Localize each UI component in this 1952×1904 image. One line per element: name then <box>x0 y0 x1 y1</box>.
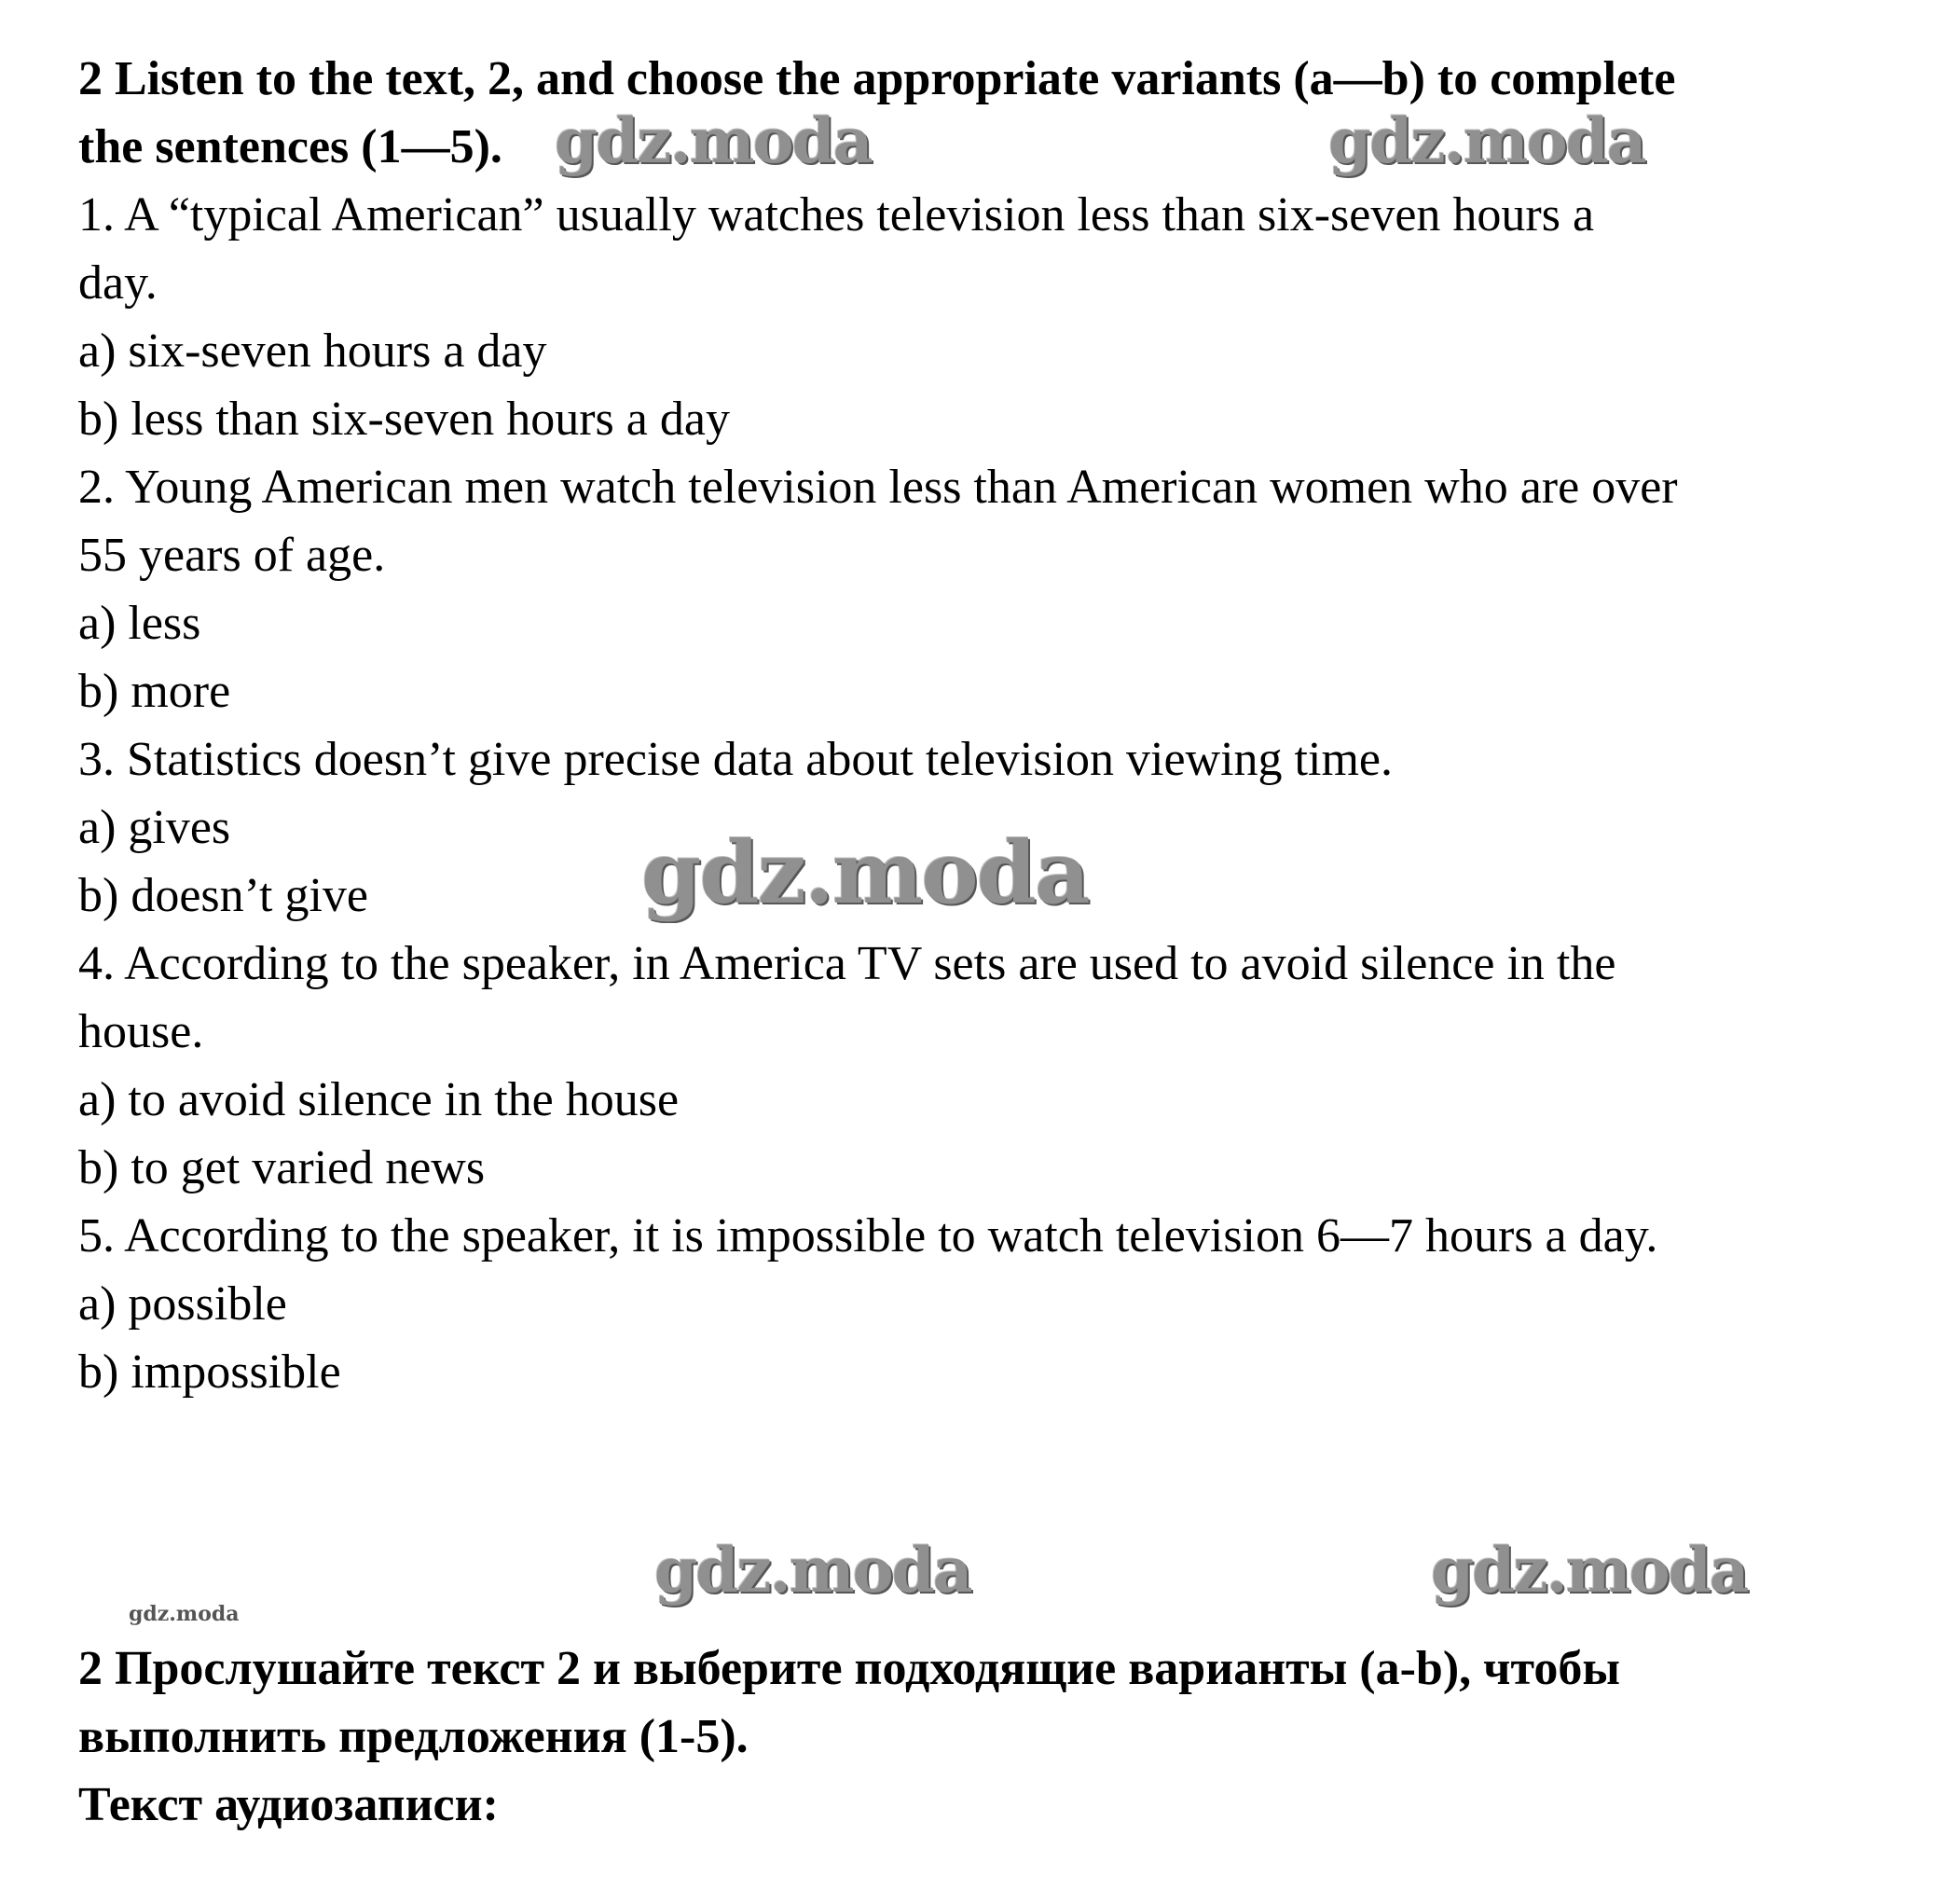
item-2-option-a: a) less <box>78 597 201 650</box>
item-1-sentence-line-1: 1. A “typical American” usually watches television less than six-seven hours a <box>78 188 1595 241</box>
item-2-option-b: b) more <box>78 665 231 718</box>
watermark: gdz.moda <box>641 822 1089 923</box>
item-4-option-b: b) to get varied news <box>78 1141 486 1194</box>
watermark: gdz.moda <box>1328 104 1645 177</box>
item-1-option-a: a) six-seven hours a day <box>78 324 547 378</box>
russian-heading-line-1: 2 Прослушайте текст 2 и выберите подходящие варианты (a-b), чтобы <box>78 1642 1620 1695</box>
item-1-sentence-line-2: day. <box>78 256 158 310</box>
spacer <box>78 1406 1905 1635</box>
item-4-option-a: a) to avoid silence in the house <box>78 1073 680 1126</box>
document-page <box>78 45 1905 1839</box>
item-5-option-b: b) impossible <box>78 1345 341 1399</box>
task-heading-line-2: the sentences (1—5). <box>78 120 502 173</box>
watermark: gdz.moda <box>1431 1534 1748 1607</box>
item-3-sentence-line-1: 3. Statistics doesn’t give precise data about television viewing time. <box>78 733 1393 786</box>
russian-heading-line-2: выполнить предложения (1-5). <box>78 1710 749 1763</box>
item-2-sentence-line-1: 2. Young American men watch television less than American women who are over <box>78 461 1678 514</box>
item-4-sentence-line-1: 4. According to the speaker, in America TV sets are used to avoid silence in the <box>78 937 1616 990</box>
item-3-option-a: a) gives <box>78 801 231 854</box>
item-5-sentence-line-1: 5. According to the speaker, it is impossible to watch television 6—7 hours a day. <box>78 1209 1658 1262</box>
watermark: gdz.moda <box>555 104 872 177</box>
item-4-sentence-line-2: house. <box>78 1005 204 1058</box>
watermark-small: gdz.moda <box>129 1602 240 1626</box>
item-5-option-a: a) possible <box>78 1277 287 1331</box>
task-heading-line-1: 2 Listen to the text, 2, and choose the appropriate variants (a—b) to complete <box>78 52 1676 105</box>
item-1-option-b: b) less than six-seven hours a day <box>78 393 730 446</box>
watermark: gdz.moda <box>654 1534 971 1607</box>
russian-subheading: Текст аудиозаписи: <box>78 1778 499 1831</box>
item-2-sentence-line-2: 55 years of age. <box>78 529 386 582</box>
item-3-option-b: b) doesn’t give <box>78 869 368 922</box>
